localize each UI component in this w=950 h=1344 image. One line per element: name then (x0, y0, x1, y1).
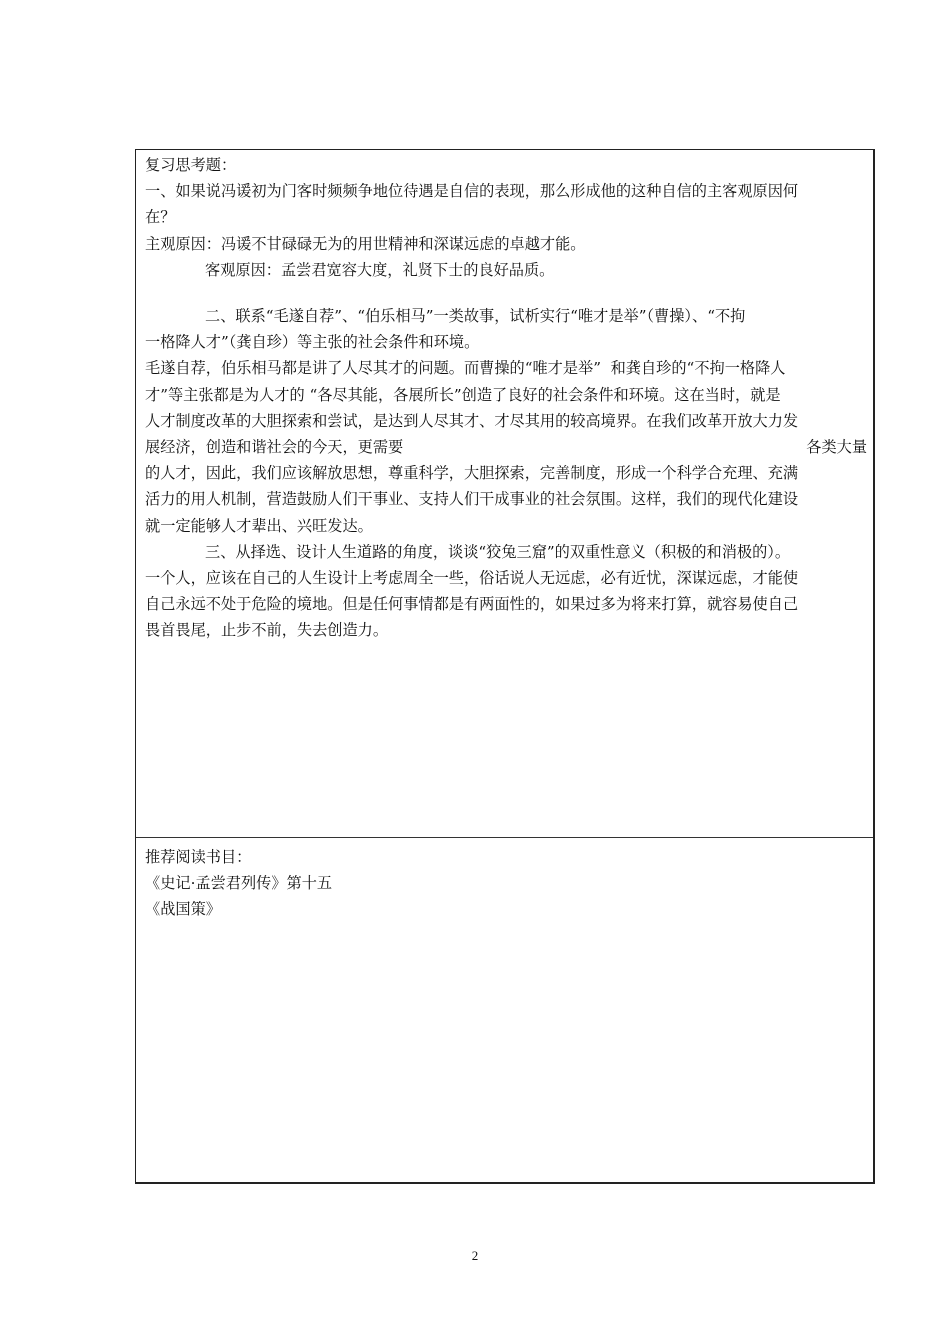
question-2-line-1: 二、联系“毛遂自荐”、“伯乐相马”一类故事，试析实行“唯才是举”（曹操）、“不拘 (205, 307, 746, 326)
answer-2-line-4 (145, 434, 867, 460)
answer-2-line-6: 活力的用人机制，营造鼓励人们干事业、支持人们干成事业的社会氛围。这样，我们的现代化建设 (145, 490, 799, 509)
answer-2-line-2: 才”等主张都是为人才的 “各尽其能，各展所长”创造了良好的社会条件和环境。这在当时，就是 (145, 385, 781, 404)
review-questions-section (145, 152, 867, 644)
content-table (135, 149, 875, 1184)
answer-2-line-4-right: 各类大量 (806, 438, 867, 457)
answer-1-objective: 客观原因：孟尝君宽容大度，礼贤下士的良好品质。 (205, 260, 555, 279)
review-heading: 复习思考题： (145, 156, 237, 174)
answer-3-line-2: 自己永远不处于危险的境地。但是任何事情都是有两面性的，如果过多为将来打算，就容易使自己 (145, 595, 799, 614)
recommended-reading-section (145, 844, 867, 923)
answer-2-line-5: 的人才，因此，我们应该解放思想，尊重科学，大胆探索，完善制度，形成一个科学合充理、充满 (145, 464, 799, 483)
reading-book-1: 《史记·孟尝君列传》第十五 (145, 874, 333, 893)
question-1-line-1: 一、如果说冯谖初为门客时频频争地位待遇是自信的表现，那么形成他的这种自信的主客观原因何 (145, 182, 799, 201)
answer-2-line-1: 毛遂自荐，伯乐相马都是讲了人尽其才的问题。而曹操的“唯才是举” 和龚自珍的“不拘一格降人 (145, 359, 786, 378)
answer-2-line-4-left: 展经济，创造和谐社会的今天，更需要 (145, 438, 404, 457)
answer-1-subjective: 主观原因：冯谖不甘碌碌无为的用世精神和深谋远虑的卓越才能。 (145, 234, 586, 253)
section-divider (136, 837, 873, 838)
answer-3-line-3: 畏首畏尾，止步不前，失去创造力。 (145, 621, 388, 640)
question-3-line-1: 三、从择选、设计人生道路的角度，谈谈“狡兔三窟”的双重性意义（积极的和消极的）。 (205, 542, 791, 561)
page-number: 2 (471, 1248, 479, 1263)
reading-book-2: 《战国策》 (145, 900, 221, 919)
answer-3-line-1: 一个人，应该在自己的人生设计上考虑周全一些，俗话说人无远虑，必有近忧，深谋远虑，才能使 (145, 569, 799, 588)
reading-heading: 推荐阅读书目： (145, 848, 252, 866)
answer-2-line-3: 人才制度改革的大胆探索和尝试，是达到人尽其才、才尽其用的较高境界。在我们改革开放大力发 (145, 411, 799, 430)
answer-2-line-7: 就一定能够人才辈出、兴旺发达。 (145, 516, 373, 535)
question-2-line-2: 一格降人才”（龚自珍）等主张的社会条件和环境。 (145, 333, 480, 352)
blank-line (145, 283, 867, 303)
question-1-line-2: 在？ (145, 208, 176, 227)
